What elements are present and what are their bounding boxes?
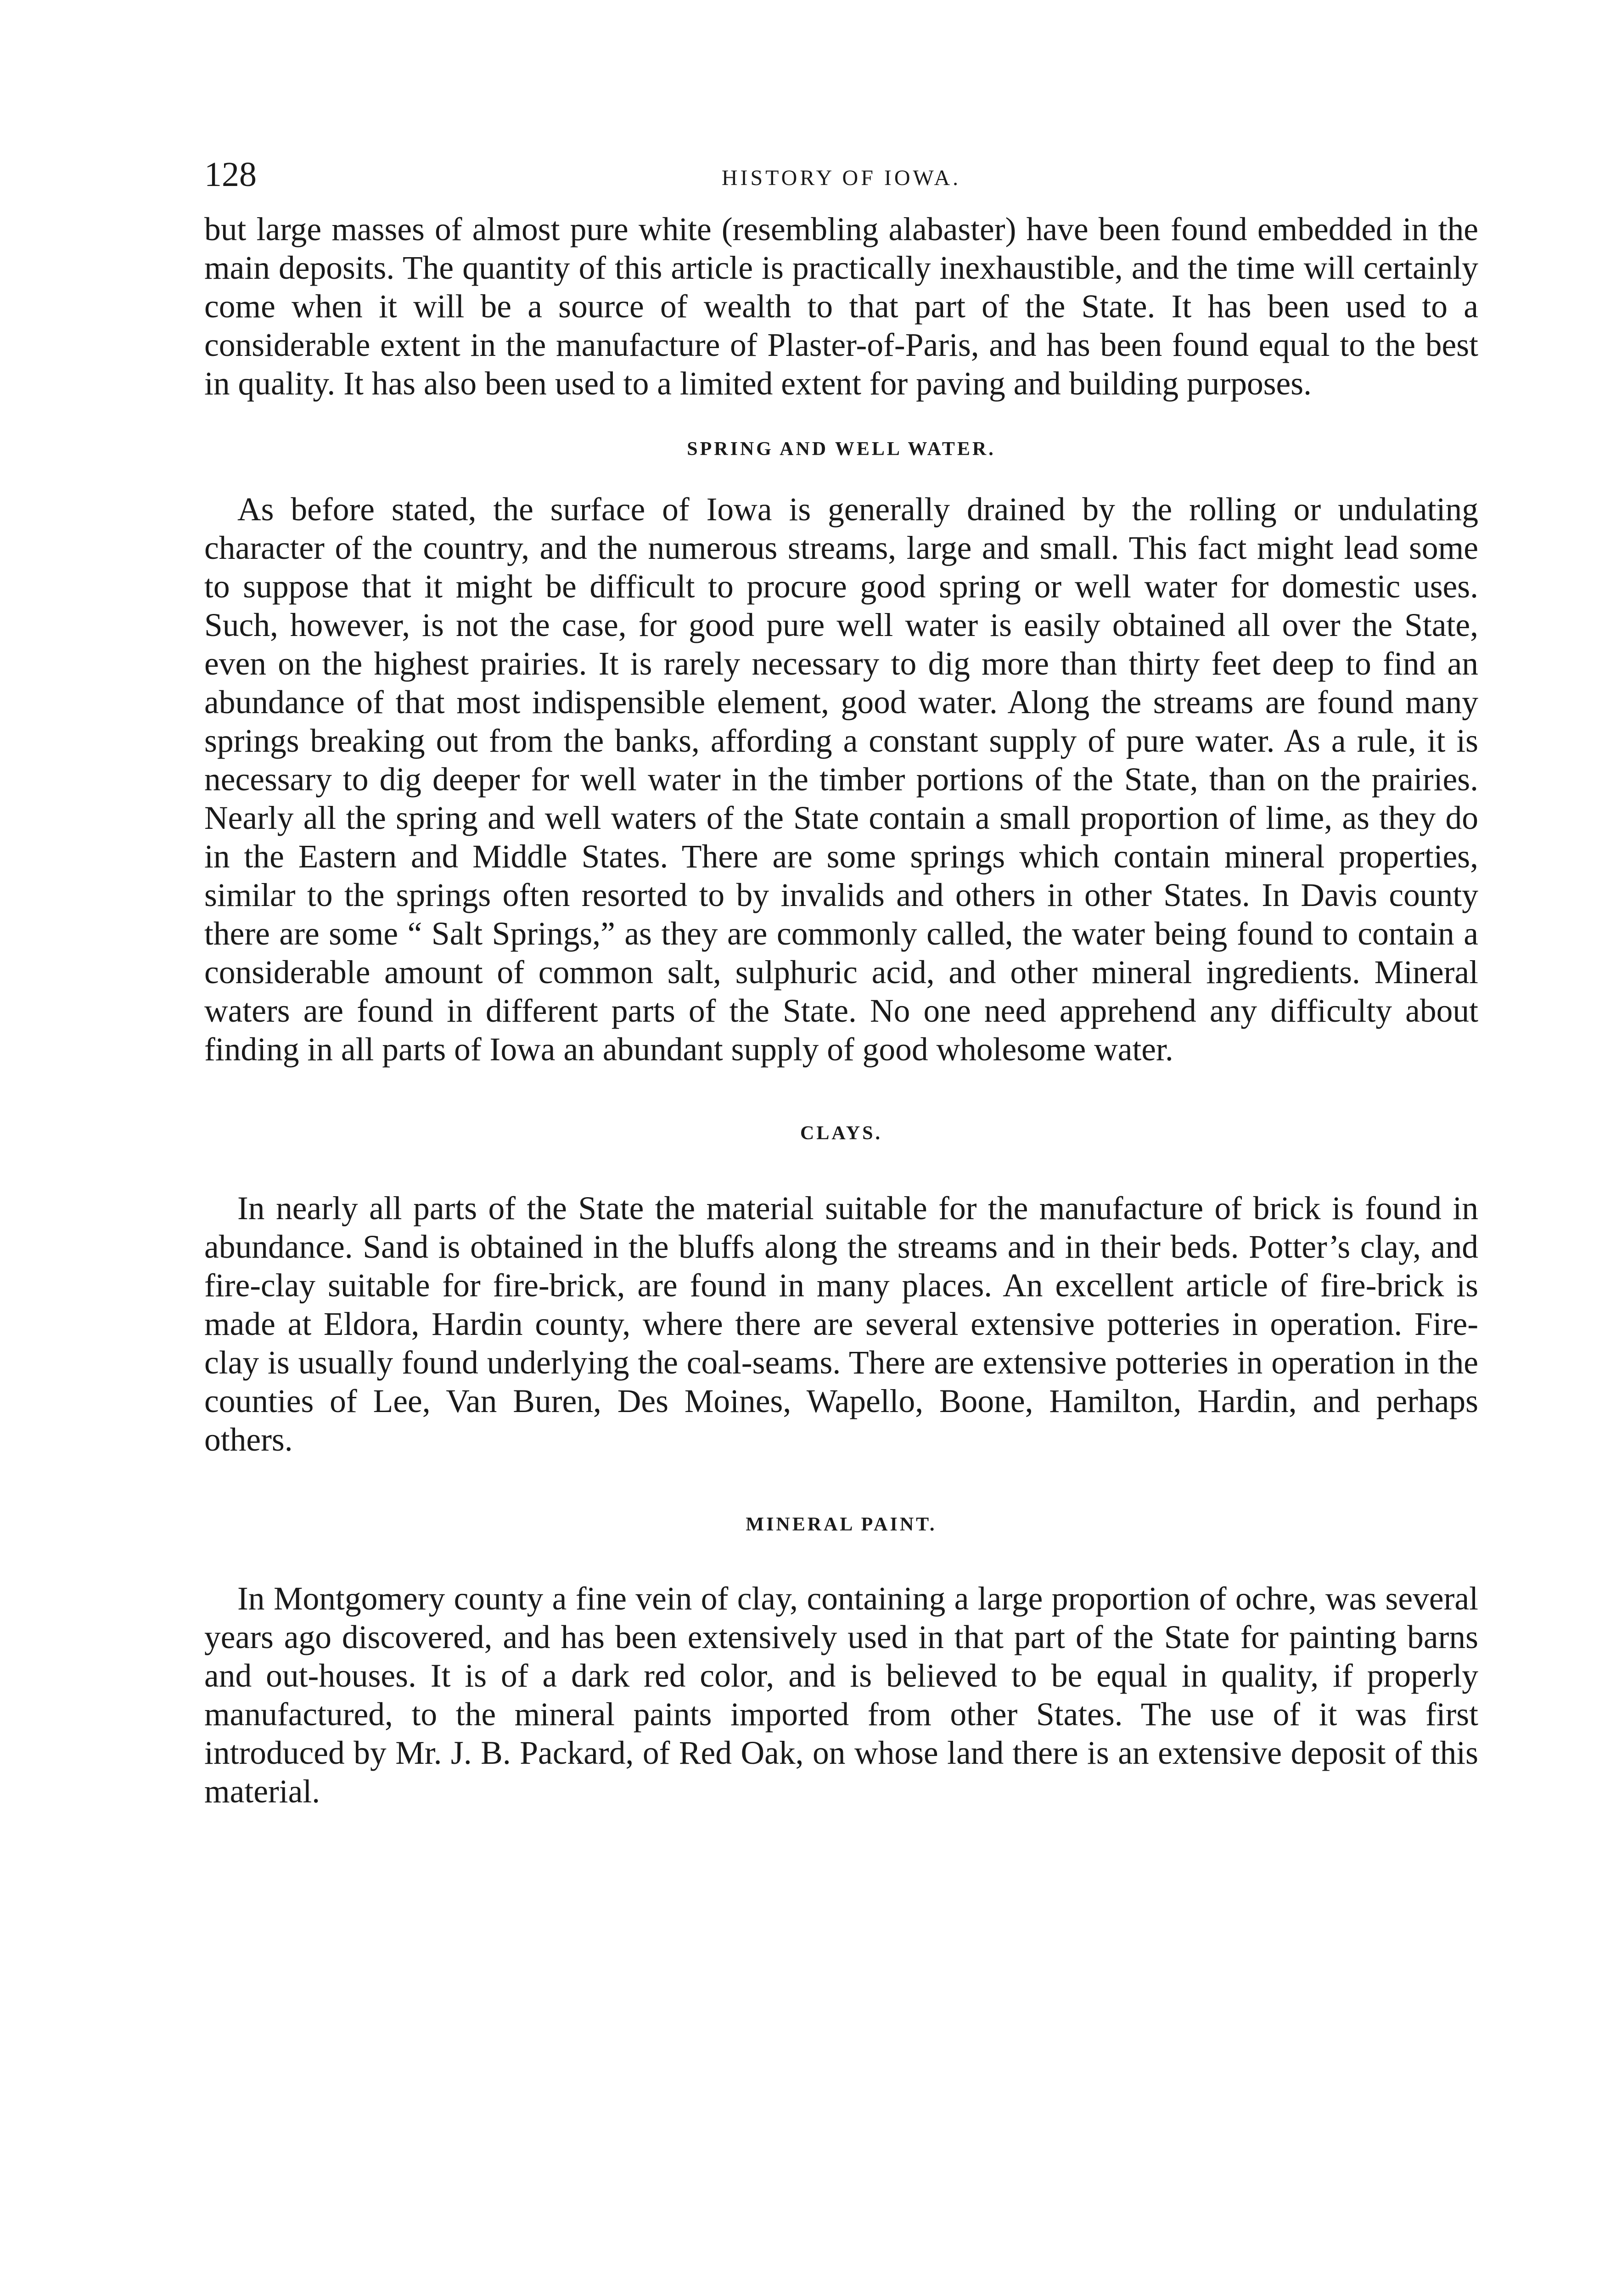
running-title: HISTORY OF IOWA.	[721, 166, 961, 190]
section-heading-spring-and-well-water: SPRING AND WELL WATER.	[687, 439, 996, 460]
running-head	[204, 152, 1478, 202]
section-heading-clays: CLAYS.	[800, 1123, 882, 1144]
paragraph-gypsum-continued: but large masses of almost pure white (resembling alabaster) have been found embedded in the main deposits. The quantity of this article is practically inexhaustible, and the time will certainly come when it will be a source of wealth to that part of the State. It has been used to a considerable extent in the manufacture of Plaster-of-Paris, and has been found equal to the best in quality. It has also been used to a limited extent for paving and building purposes.	[204, 211, 1478, 402]
page-number: 128	[204, 155, 257, 194]
section-heading-mineral-paint: MINERAL PAINT.	[746, 1514, 937, 1535]
paragraph-mineral-paint: In Montgomery county a fine vein of clay, containing a large proportion of ochre, was several years ago discovered, and has been extensively used in that part of the State for painting barns and out-houses. It is of a dark red color, and is believed to be equal in quality, if properly manufactured, to the mineral paints imported from other States. The use of it was first introduced by Mr. J. B. Packard, of Red Oak, on whose land there is an extensive deposit of this material.	[204, 1581, 1478, 1810]
book-page	[204, 152, 1478, 1811]
paragraph-spring-and-well-water: As before stated, the surface of Iowa is generally drained by the rolling or undulating character of the country, and the numerous streams, large and small. This fact might lead some to suppose that it might be difficult to procure good spring or well water for domestic uses. Such, however, is not the case, for good pure well water is easily obtained all over the State, even on the highest prairies. It is rarely necessary to dig more than thirty feet deep to find an abundance of that most indispensible element, good water. Along the streams are found many springs breaking out from the banks, affording a constant supply of pure water. As a rule, it is necessary to dig deeper for well water in the timber portions of the State, than on the prairies. Nearly all the spring and well waters of the State contain a small proportion of lime, as they do in the Eastern and Middle States. There are some springs which contain mineral properties, similar to the springs often resorted to by invalids and others in other States. In Davis county there are some “ Salt Springs,” as they are commonly called, the water being found to contain a considerable amount of common salt, sulphuric acid, and other mineral ingredients. Mineral waters are found in different parts of the State. No one need apprehend any difficulty about finding in all parts of Iowa an abundant supply of good wholesome water.	[204, 491, 1478, 1068]
paragraph-clays: In nearly all parts of the State the material suitable for the manufacture of brick is found in abundance. Sand is obtained in the bluffs along the streams and in their beds. Potter’s clay, and fire-clay suitable for fire-brick, are found in many places. An excellent article of fire-brick is made at Eldora, Hardin county, where there are several extensive potteries in operation. Fire-clay is usually found underlying the coal-seams. There are extensive potteries in operation in the counties of Lee, Van Buren, Des Moines, Wapello, Boone, Hamilton, Hardin, and perhaps others.	[204, 1190, 1478, 1458]
